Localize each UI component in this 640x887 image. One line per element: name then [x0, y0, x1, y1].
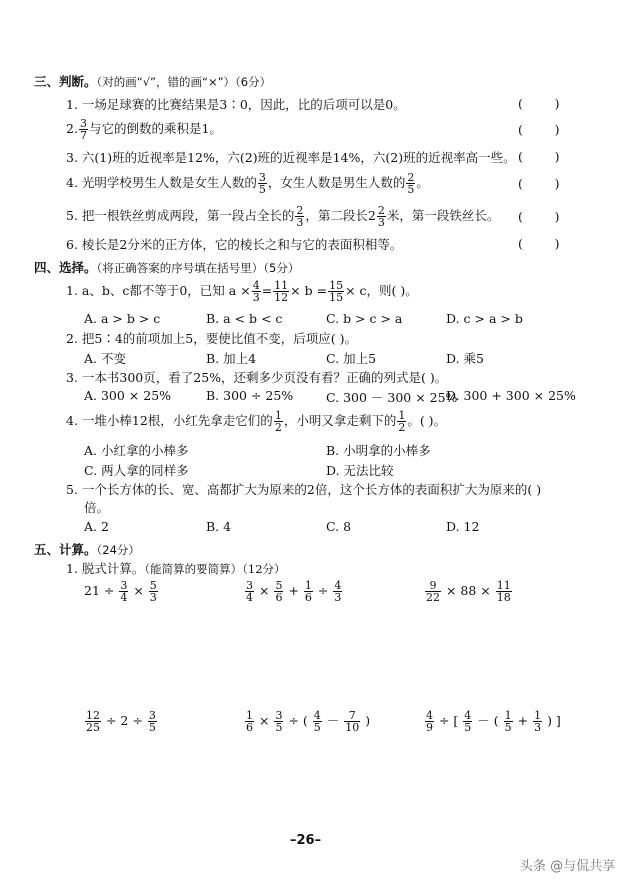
- numerator: 2: [407, 171, 415, 184]
- numerator: 9: [425, 580, 441, 592]
- denominator: 3: [377, 216, 385, 229]
- choice-q3-option-d[interactable]: D. 300 + 300 × 25%: [446, 388, 576, 403]
- judge-q3-text: 3. 六(1)班的近视率是12%，六(2)班的近视率是14%，六(2)班的近视率高一些。: [66, 150, 516, 165]
- denominator: 2: [274, 421, 282, 434]
- numerator: 5: [275, 579, 283, 592]
- fraction: [274, 410, 283, 433]
- calc-expression-1: [84, 580, 159, 603]
- denominator: 6: [304, 591, 312, 604]
- choice-q3-option-b[interactable]: B. 300 ÷ 25%: [206, 388, 294, 403]
- choice-q3: [66, 369, 447, 387]
- denominator: 10: [345, 721, 360, 734]
- judge-q5-text-b: ，第二段长: [305, 208, 368, 223]
- fraction: [274, 710, 283, 733]
- denominator: 15: [329, 291, 344, 304]
- choice-q5-option-b[interactable]: B. 4: [206, 519, 232, 534]
- choice-q1: [66, 280, 418, 306]
- denominator: 5: [504, 721, 512, 734]
- denominator: 25: [86, 721, 100, 734]
- fraction: [397, 410, 406, 433]
- fraction: [119, 580, 128, 603]
- choice-q5-option-c[interactable]: C. 8: [326, 519, 352, 534]
- numerator: 3: [246, 579, 253, 592]
- operator: ÷ [: [438, 713, 459, 728]
- judge-q1-text: 1. 一场足球赛的比赛结果是3∶0，因此，比的后项可以是0。: [66, 97, 406, 112]
- choice-q4-option-c[interactable]: C. 两人拿的同样多: [84, 463, 189, 478]
- choice-q4-option-b[interactable]: B. 小明拿的小棒多: [326, 443, 431, 458]
- section-3-note: （对的画“√”，错的画“×”）（6分）: [96, 75, 272, 89]
- calc-subsection-title: 1. 脱式计算。: [66, 561, 145, 576]
- denominator: 5: [464, 721, 472, 734]
- judge-q4-answer-blank[interactable]: ( ): [518, 176, 560, 191]
- denominator: 3: [296, 216, 304, 229]
- numerator: 3: [148, 709, 156, 722]
- choice-q4-text-b: ，小明又拿走剩下的: [283, 413, 397, 428]
- operator: ÷: [317, 583, 329, 598]
- choice-q3-option-c[interactable]: C. 300 － 300 × 25%: [326, 390, 458, 405]
- denominator: 3: [149, 591, 157, 604]
- choice-q4-text-a: 4. 一堆小棒12根，小红先拿走它们的: [66, 413, 273, 428]
- numerator: 3: [79, 117, 87, 130]
- fraction: [148, 710, 157, 733]
- operator: ×: [133, 583, 144, 598]
- numerator: 4: [334, 579, 342, 592]
- numerator: 4: [464, 709, 472, 722]
- operator: ÷ (: [288, 713, 308, 728]
- section-4-title: [34, 259, 299, 277]
- denominator: 3: [252, 291, 260, 304]
- fraction: [79, 118, 88, 141]
- denominator: 9: [426, 721, 433, 734]
- numerator: 7: [344, 710, 360, 722]
- choice-q4: [66, 410, 446, 436]
- choice-q1-text-c: × b =: [290, 283, 328, 298]
- denominator: 5: [313, 721, 321, 734]
- page-number: –26–: [290, 833, 322, 848]
- numerator: 2: [296, 204, 304, 217]
- section-4-heading: 四、选择。: [34, 260, 97, 275]
- calc-expression-5: [244, 710, 370, 733]
- choice-q2-option-a[interactable]: A. 不变: [84, 351, 126, 366]
- judge-q5-text-a: 5. 把一根铁丝剪成两段，第一段占全长的: [66, 208, 295, 223]
- section-5-title: [34, 541, 140, 559]
- choice-q3-option-a[interactable]: A. 300 × 25%: [84, 388, 172, 403]
- choice-q5-option-d[interactable]: D. 12: [446, 519, 480, 534]
- judge-q5: [66, 205, 499, 231]
- choice-q3-text: 3. 一本书300页，看了25%，还剩多少页没有看？正确的列式是( )。: [66, 370, 448, 385]
- numerator: 4: [252, 279, 260, 292]
- denominator: 4: [246, 591, 253, 604]
- fraction: [463, 710, 472, 733]
- numerator: 4: [426, 709, 433, 722]
- numerator: 3: [258, 171, 266, 184]
- closing-bracket: ) ]: [547, 713, 561, 728]
- section-3-title: [34, 73, 271, 91]
- calc-expression-6: [424, 710, 561, 733]
- judge-q4-text-c: 。: [416, 175, 429, 190]
- denominator: 2: [398, 421, 406, 434]
- operator: +: [288, 583, 299, 598]
- judge-q3: [66, 149, 516, 167]
- fraction: [273, 280, 289, 303]
- judge-q4-text-b: ，女生人数是男生人数的: [267, 175, 406, 190]
- fraction: [496, 580, 512, 603]
- fraction: [313, 710, 322, 733]
- fraction: [377, 205, 386, 228]
- choice-q2-text: 2. 把5∶4的前项加上5，要使比值不变，后项应( )。: [66, 331, 357, 346]
- watermark: 头条 @与侃共享: [520, 859, 616, 874]
- fraction: [274, 580, 283, 603]
- denominator: 12: [274, 291, 289, 304]
- numerator: 11: [274, 279, 289, 292]
- choice-q2: [66, 330, 357, 348]
- mixed-number-whole: 2: [367, 208, 376, 223]
- denominator: 3: [534, 721, 542, 734]
- closing-bracket: ): [365, 713, 371, 728]
- denominator: 4: [120, 591, 128, 604]
- calc-subsection-1: [66, 560, 286, 578]
- fraction: [406, 172, 415, 195]
- denominator: 5: [407, 183, 415, 196]
- numerator: 4: [313, 709, 321, 722]
- choice-q1-option-b[interactable]: B. a < b < c: [206, 311, 283, 326]
- choice-q1-option-d[interactable]: D. c > a > b: [446, 311, 523, 326]
- choice-q5-continuation: [84, 499, 109, 517]
- section-4-note: （将正确答案的序号填在括号里）（5分）: [96, 261, 300, 275]
- choice-q4-option-d[interactable]: D. 无法比较: [326, 463, 394, 478]
- operator: × 88 ×: [445, 583, 491, 598]
- numerator: 1: [304, 579, 312, 592]
- fraction: [533, 710, 542, 733]
- operator: ×: [258, 583, 270, 598]
- calc-expression-4: [84, 710, 158, 733]
- fraction: [328, 280, 344, 303]
- numerator: 1: [246, 709, 253, 722]
- operator: ÷ 2 ÷: [105, 713, 143, 728]
- choice-q5-option-a[interactable]: A. 2: [84, 519, 109, 534]
- operator: ×: [258, 713, 270, 728]
- judge-q6: [66, 236, 402, 254]
- numerator: 1: [534, 709, 542, 722]
- choice-q1-text-a: 1. a、b、c都不等于0，已知 a ×: [66, 283, 251, 298]
- judge-q2-text: 与它的倒数的乘积是1。: [88, 121, 222, 136]
- fraction: [252, 280, 261, 303]
- calc-subsection-note: （能简算的要简算）（12分）: [144, 562, 286, 576]
- fraction: [258, 172, 267, 195]
- judge-q4-text-a: 4. 光明学校男生人数是女生人数的: [66, 175, 257, 190]
- choice-q2-option-d[interactable]: D. 乘5: [446, 351, 484, 366]
- choice-q2-option-c[interactable]: C. 加上5: [326, 351, 377, 366]
- judge-q5-answer-blank[interactable]: ( ): [518, 209, 560, 224]
- choice-q2-option-b[interactable]: B. 加上4: [206, 351, 257, 366]
- numerator: 3: [275, 709, 283, 722]
- numerator: 15: [329, 279, 344, 292]
- operator: +: [517, 713, 529, 728]
- denominator: 5: [275, 721, 283, 734]
- judge-q1: [66, 96, 406, 114]
- numerator: 1: [398, 409, 406, 422]
- judge-q6-text: 6. 棱长是2分米的正方体，它的棱长之和与它的表面积相等。: [66, 237, 403, 252]
- calc-expression-3: [424, 580, 513, 603]
- judge-q1-answer-blank[interactable]: ( ): [518, 96, 560, 111]
- section-5-heading: 五、计算。: [34, 542, 97, 557]
- choice-q1-option-c[interactable]: C. b > c > a: [326, 311, 403, 326]
- choice-q5-text-b: 倍。: [84, 500, 110, 515]
- numerator: 1: [504, 709, 512, 722]
- operand: 21 ÷: [84, 583, 115, 598]
- fraction: [425, 580, 441, 603]
- fraction: [504, 710, 513, 733]
- judge-q6-answer-blank[interactable]: ( ): [518, 236, 560, 251]
- numerator: 1: [274, 409, 282, 422]
- operator: － (: [477, 713, 499, 728]
- judge-q2-number: 2.: [66, 121, 78, 136]
- denominator: 22: [426, 591, 440, 604]
- denominator: 5: [258, 183, 266, 196]
- choice-q5: [66, 481, 541, 499]
- fraction: [245, 710, 254, 733]
- equals-sign: =: [261, 283, 273, 298]
- fraction: [333, 580, 342, 603]
- choice-q1-text-e: × c，则( )。: [345, 283, 418, 298]
- fraction: [85, 710, 101, 733]
- denominator: 6: [246, 721, 253, 734]
- fraction: [425, 710, 434, 733]
- numerator: 12: [86, 709, 100, 722]
- judge-q3-answer-blank[interactable]: ( ): [518, 149, 560, 164]
- fraction: [245, 580, 254, 603]
- numerator: 3: [120, 579, 128, 592]
- numerator: 11: [496, 579, 511, 592]
- judge-q2-answer-blank[interactable]: ( ): [518, 122, 560, 137]
- choice-q4-option-a[interactable]: A. 小红拿的小棒多: [84, 443, 189, 458]
- calc-expression-2: [244, 580, 343, 603]
- numerator: 2: [377, 204, 385, 217]
- judge-q4: [66, 172, 429, 198]
- judge-q2: [66, 118, 222, 144]
- denominator: 7: [79, 129, 87, 142]
- judge-q5-text-c: 米，第一段铁丝长。: [386, 208, 500, 223]
- choice-q5-text-a: 5. 一个长方体的长、宽、高都扩大为原来的2倍，这个长方体的表面积扩大为原来的( ): [66, 482, 542, 497]
- fraction: [295, 205, 304, 228]
- section-5-note: （24分）: [96, 543, 140, 557]
- denominator: 18: [496, 591, 511, 604]
- numerator: 5: [149, 579, 157, 592]
- fraction: [304, 580, 313, 603]
- denominator: 6: [275, 591, 283, 604]
- denominator: 3: [334, 591, 342, 604]
- denominator: 5: [148, 721, 156, 734]
- section-3-heading: 三、判断。: [34, 74, 97, 89]
- choice-q1-option-a[interactable]: A. a > b > c: [84, 311, 161, 326]
- choice-q4-text-c: 。( )。: [407, 413, 447, 428]
- fraction: [344, 710, 360, 733]
- fraction: [149, 580, 158, 603]
- operator: －: [326, 713, 340, 728]
